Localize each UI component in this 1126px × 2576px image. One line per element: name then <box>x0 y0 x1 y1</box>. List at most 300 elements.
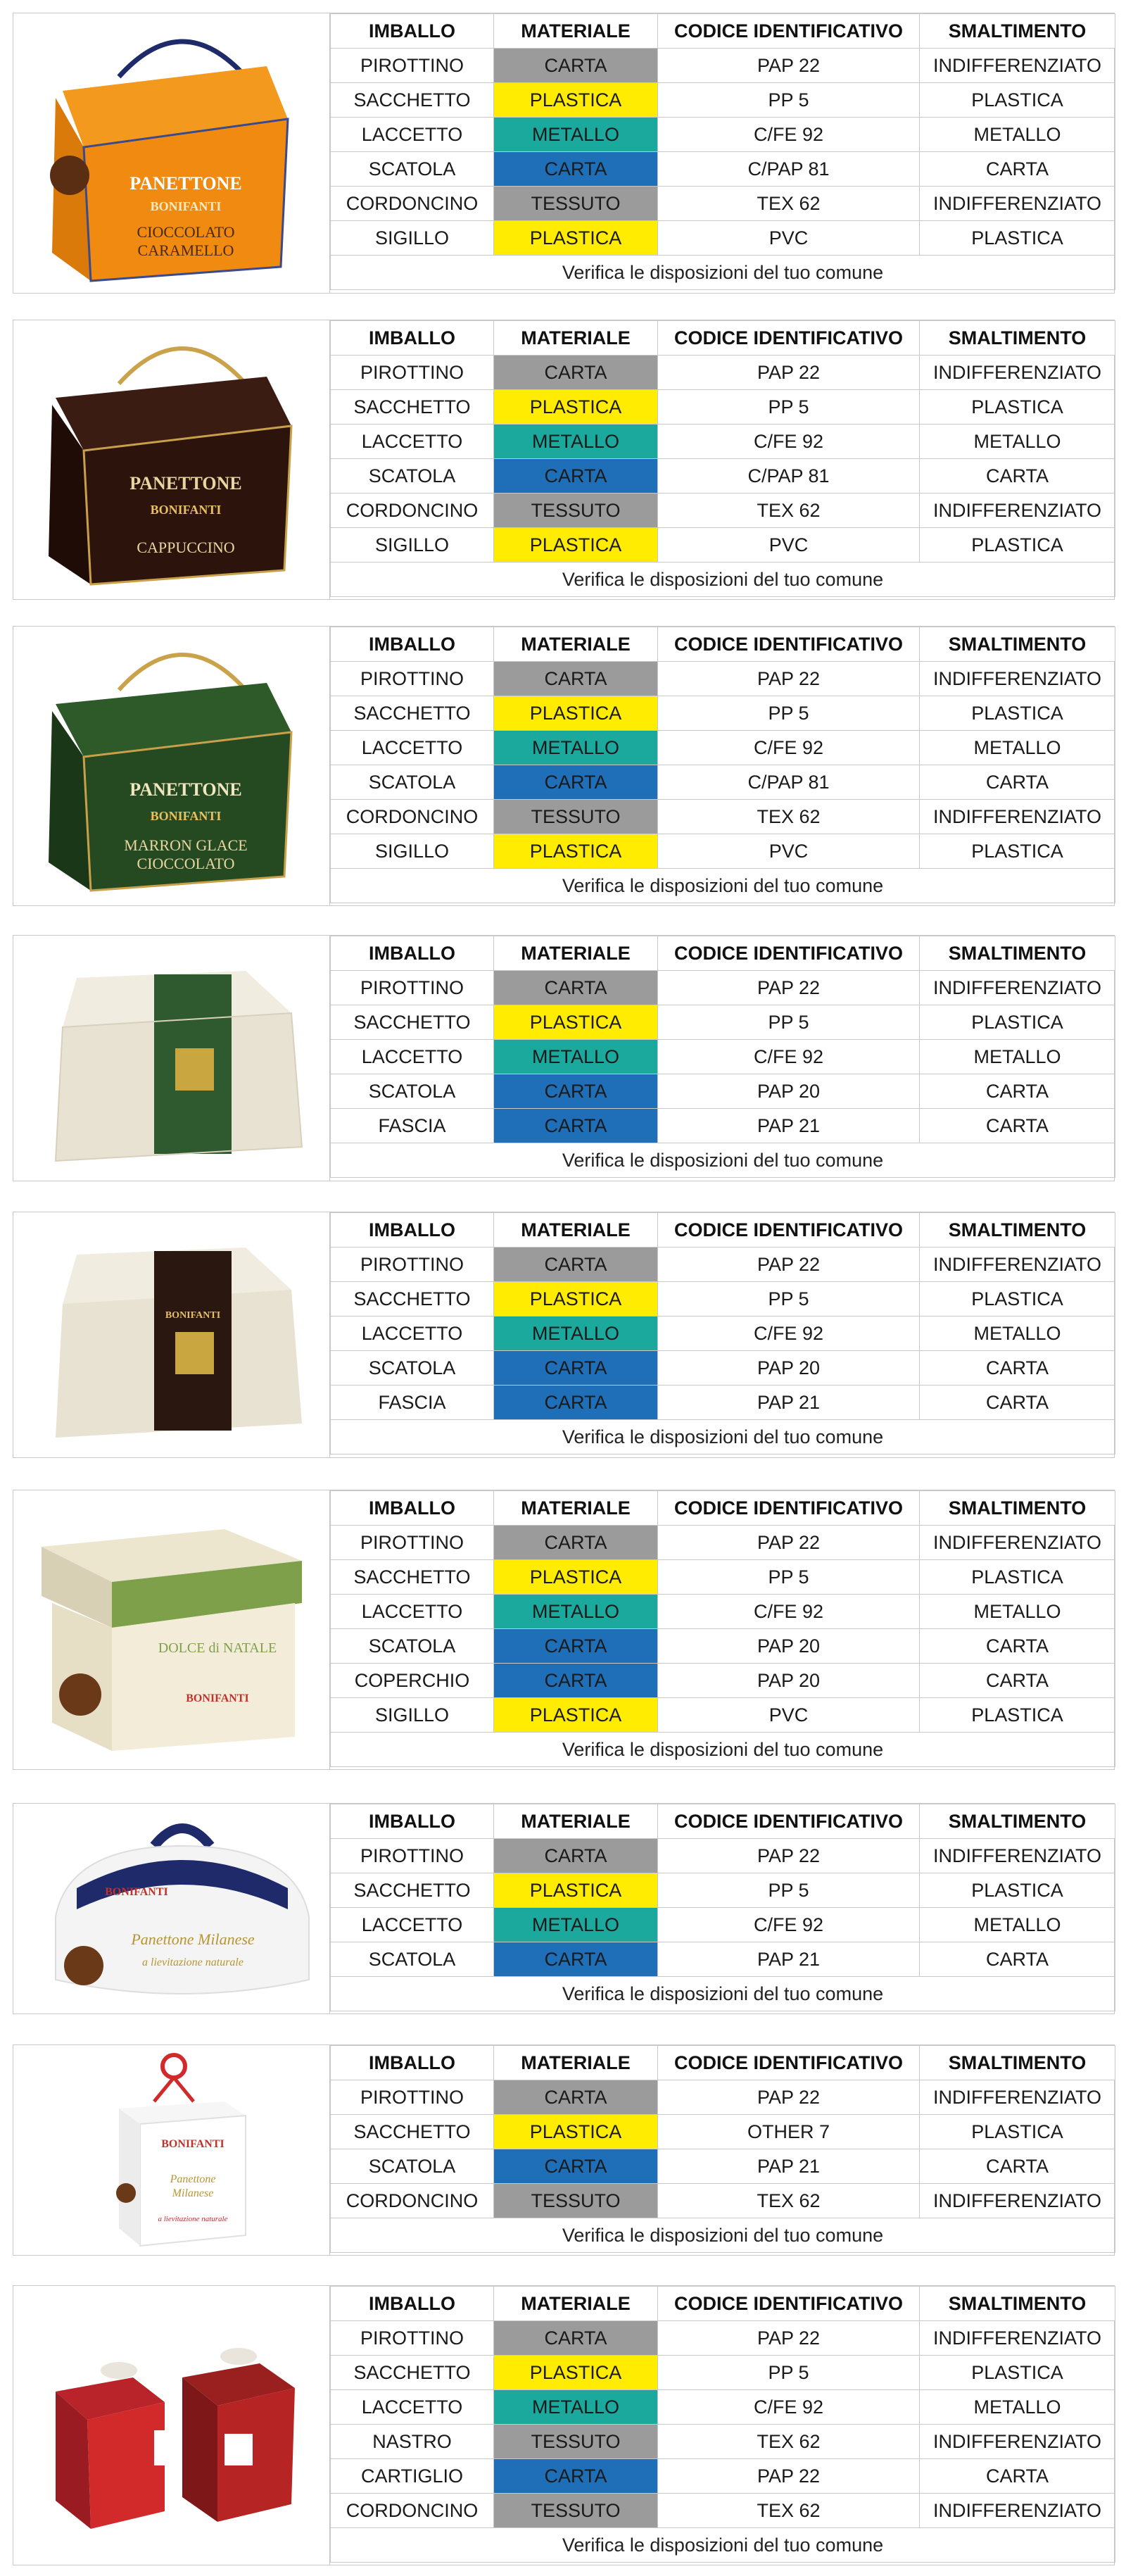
cell-imballo: FASCIA <box>331 1109 494 1143</box>
header-materiale: MATERIALE <box>494 2046 658 2080</box>
cell-materiale: METALLO <box>494 1595 658 1629</box>
cell-smaltimento: CARTA <box>920 2149 1115 2184</box>
product-image-cell <box>13 1212 330 1457</box>
cell-imballo: LACCETTO <box>331 425 494 459</box>
product-box-text: DOLCE di NATALE <box>158 1640 277 1656</box>
cell-imballo: CARTIGLIO <box>331 2459 494 2494</box>
cell-smaltimento: INDIFFERENZIATO <box>920 2425 1115 2459</box>
table-row <box>331 2356 1115 2390</box>
table-row <box>331 2184 1115 2218</box>
cell-materiale: METALLO <box>494 2390 658 2425</box>
cell-smaltimento: INDIFFERENZIATO <box>920 662 1115 696</box>
table-row <box>331 2149 1115 2184</box>
table-row <box>331 1074 1115 1109</box>
cell-materiale: CARTA <box>494 1351 658 1386</box>
cell-materiale: CARTA <box>494 971 658 1005</box>
product-box-image <box>13 1490 330 1769</box>
header-codice: CODICE IDENTIFICATIVO <box>658 1491 920 1526</box>
cell-smaltimento: METALLO <box>920 2390 1115 2425</box>
cell-smaltimento: CARTA <box>920 1386 1115 1420</box>
table-row <box>331 1282 1115 1317</box>
cell-codice: PVC <box>658 1698 920 1733</box>
cell-materiale: CARTA <box>494 1664 658 1698</box>
cell-codice: C/FE 92 <box>658 118 920 152</box>
cell-imballo: SIGILLO <box>331 1698 494 1733</box>
cell-codice: PAP 22 <box>658 2321 920 2356</box>
cell-smaltimento: INDIFFERENZIATO <box>920 2494 1115 2528</box>
table-row <box>331 1317 1115 1351</box>
table-row <box>331 1698 1115 1733</box>
cell-codice: PAP 22 <box>658 1248 920 1282</box>
cell-imballo: SCATOLA <box>331 1074 494 1109</box>
header-materiale: MATERIALE <box>494 627 658 662</box>
cell-codice: TEX 62 <box>658 187 920 221</box>
cell-smaltimento: METALLO <box>920 1908 1115 1942</box>
cell-smaltimento: INDIFFERENZIATO <box>920 187 1115 221</box>
cell-materiale: CARTA <box>494 1839 658 1873</box>
cell-codice: TEX 62 <box>658 800 920 834</box>
cell-imballo: SCATOLA <box>331 1942 494 1977</box>
product-box-image <box>13 627 330 905</box>
cell-smaltimento: CARTA <box>920 2459 1115 2494</box>
cell-smaltimento: METALLO <box>920 1317 1115 1351</box>
cell-imballo: SCATOLA <box>331 1351 494 1386</box>
header-smaltimento: SMALTIMENTO <box>920 14 1115 49</box>
cell-smaltimento: INDIFFERENZIATO <box>920 800 1115 834</box>
packaging-table <box>330 2045 1115 2253</box>
cell-smaltimento: METALLO <box>920 1040 1115 1074</box>
cell-smaltimento: PLASTICA <box>920 1005 1115 1040</box>
table-row <box>331 1664 1115 1698</box>
cell-materiale: METALLO <box>494 731 658 765</box>
product-box-text: PANETTONE <box>129 779 242 800</box>
product-box-text: BONIFANTI <box>150 199 222 213</box>
cell-codice: PAP 22 <box>658 49 920 83</box>
product-box-text: Panettone Milanese <box>131 1930 255 1948</box>
cell-smaltimento: PLASTICA <box>920 2115 1115 2149</box>
table-row <box>331 971 1115 1005</box>
product-box-text: CIOCCOLATO <box>137 223 235 241</box>
cell-codice: PAP 20 <box>658 1351 920 1386</box>
cell-imballo: SCATOLA <box>331 459 494 494</box>
cell-imballo: SACCHETTO <box>331 1005 494 1040</box>
cell-imballo: SACCHETTO <box>331 390 494 425</box>
cell-materiale: CARTA <box>494 2459 658 2494</box>
footer-row <box>331 1733 1115 1767</box>
cell-smaltimento: PLASTICA <box>920 2356 1115 2390</box>
product-box-image <box>13 13 330 293</box>
cell-smaltimento: PLASTICA <box>920 1282 1115 1317</box>
cell-materiale: PLASTICA <box>494 1560 658 1595</box>
cell-materiale: TESSUTO <box>494 2494 658 2528</box>
cell-smaltimento: PLASTICA <box>920 221 1115 256</box>
header-codice: CODICE IDENTIFICATIVO <box>658 627 920 662</box>
cell-imballo: PIROTTINO <box>331 356 494 390</box>
cell-codice: PP 5 <box>658 83 920 118</box>
cell-codice: TEX 62 <box>658 2184 920 2218</box>
cell-materiale: CARTA <box>494 1942 658 1977</box>
product-section <box>13 2285 1115 2565</box>
product-section <box>13 626 1115 906</box>
cell-smaltimento: PLASTICA <box>920 1698 1115 1733</box>
footer-row <box>331 1977 1115 2011</box>
cell-smaltimento: CARTA <box>920 1629 1115 1664</box>
footer-row <box>331 563 1115 597</box>
table-row <box>331 2390 1115 2425</box>
table-row <box>331 1351 1115 1386</box>
header-codice: CODICE IDENTIFICATIVO <box>658 2046 920 2080</box>
cell-smaltimento: CARTA <box>920 1074 1115 1109</box>
header-materiale: MATERIALE <box>494 14 658 49</box>
cell-codice: C/PAP 81 <box>658 152 920 187</box>
cell-smaltimento: CARTA <box>920 459 1115 494</box>
product-box-image <box>13 1212 330 1457</box>
cell-codice: PAP 20 <box>658 1629 920 1664</box>
packaging-table <box>330 13 1115 290</box>
cell-imballo: PIROTTINO <box>331 49 494 83</box>
table-row <box>331 390 1115 425</box>
cell-codice: C/FE 92 <box>658 1595 920 1629</box>
product-box-text: BONIFANTI <box>165 1310 221 1321</box>
table-row <box>331 1386 1115 1420</box>
cell-imballo: SCATOLA <box>331 1629 494 1664</box>
header-imballo: IMBALLO <box>331 936 494 971</box>
header-imballo: IMBALLO <box>331 627 494 662</box>
cell-codice: PAP 21 <box>658 1386 920 1420</box>
cell-smaltimento: INDIFFERENZIATO <box>920 1526 1115 1560</box>
product-section <box>13 320 1115 600</box>
footer-row <box>331 1420 1115 1455</box>
packaging-table <box>330 1490 1115 1767</box>
cell-materiale: METALLO <box>494 425 658 459</box>
cell-imballo: PIROTTINO <box>331 2080 494 2115</box>
cell-smaltimento: CARTA <box>920 1942 1115 1977</box>
cell-smaltimento: PLASTICA <box>920 1873 1115 1908</box>
header-imballo: IMBALLO <box>331 1213 494 1248</box>
table-header-row <box>331 2287 1115 2321</box>
product-box-image <box>13 936 330 1181</box>
table-row <box>331 49 1115 83</box>
footer-note: Verifica le disposizioni del tuo comune <box>331 1733 1115 1767</box>
cell-imballo: PIROTTINO <box>331 1526 494 1560</box>
table-row <box>331 2425 1115 2459</box>
cell-imballo: LACCETTO <box>331 1317 494 1351</box>
product-box-text: MARRON GLACE <box>124 836 248 854</box>
header-codice: CODICE IDENTIFICATIVO <box>658 2287 920 2321</box>
cell-imballo: LACCETTO <box>331 2390 494 2425</box>
product-section <box>13 1490 1115 1770</box>
cell-materiale: CARTA <box>494 1629 658 1664</box>
header-materiale: MATERIALE <box>494 1804 658 1839</box>
cell-codice: PP 5 <box>658 1282 920 1317</box>
packaging-table <box>330 2286 1115 2563</box>
cell-codice: C/PAP 81 <box>658 765 920 800</box>
cell-imballo: CORDONCINO <box>331 800 494 834</box>
footer-row <box>331 1143 1115 1178</box>
table-header-row <box>331 321 1115 356</box>
product-box-text: CARAMELLO <box>137 241 234 259</box>
cell-codice: PVC <box>658 834 920 869</box>
cell-imballo: SCATOLA <box>331 2149 494 2184</box>
cell-materiale: PLASTICA <box>494 390 658 425</box>
cell-imballo: NASTRO <box>331 2425 494 2459</box>
cell-imballo: PIROTTINO <box>331 1248 494 1282</box>
cell-codice: PAP 20 <box>658 1074 920 1109</box>
cell-materiale: METALLO <box>494 1908 658 1942</box>
table-row <box>331 731 1115 765</box>
cell-codice: PP 5 <box>658 1005 920 1040</box>
table-row <box>331 1248 1115 1282</box>
table-row <box>331 494 1115 528</box>
header-smaltimento: SMALTIMENTO <box>920 1213 1115 1248</box>
table-row <box>331 2115 1115 2149</box>
cell-codice: PAP 22 <box>658 2080 920 2115</box>
cell-materiale: PLASTICA <box>494 221 658 256</box>
cell-codice: C/PAP 81 <box>658 459 920 494</box>
table-row <box>331 800 1115 834</box>
product-box-text: BONIFANTI <box>150 809 222 823</box>
cell-smaltimento: METALLO <box>920 1595 1115 1629</box>
cell-codice: PAP 22 <box>658 2459 920 2494</box>
table-row <box>331 2459 1115 2494</box>
cell-smaltimento: PLASTICA <box>920 696 1115 731</box>
cell-materiale: PLASTICA <box>494 696 658 731</box>
packaging-table <box>330 627 1115 903</box>
table-row <box>331 1109 1115 1143</box>
header-codice: CODICE IDENTIFICATIVO <box>658 321 920 356</box>
cell-smaltimento: METALLO <box>920 425 1115 459</box>
cell-imballo: PIROTTINO <box>331 1839 494 1873</box>
cell-imballo: CORDONCINO <box>331 187 494 221</box>
product-image-cell <box>13 1490 330 1769</box>
table-row <box>331 118 1115 152</box>
cell-materiale: PLASTICA <box>494 2115 658 2149</box>
table-row <box>331 1005 1115 1040</box>
cell-materiale: PLASTICA <box>494 1698 658 1733</box>
header-materiale: MATERIALE <box>494 2287 658 2321</box>
product-image-cell <box>13 627 330 905</box>
cell-imballo: SACCHETTO <box>331 1560 494 1595</box>
cell-codice: PP 5 <box>658 1560 920 1595</box>
cell-imballo: SACCHETTO <box>331 2356 494 2390</box>
cell-materiale: TESSUTO <box>494 2425 658 2459</box>
header-imballo: IMBALLO <box>331 2046 494 2080</box>
table-header-row <box>331 936 1115 971</box>
cell-smaltimento: CARTA <box>920 152 1115 187</box>
product-image-cell <box>13 13 330 293</box>
cell-materiale: TESSUTO <box>494 2184 658 2218</box>
cell-materiale: METALLO <box>494 1040 658 1074</box>
cell-imballo: SCATOLA <box>331 152 494 187</box>
cell-smaltimento: INDIFFERENZIATO <box>920 971 1115 1005</box>
cell-imballo: LACCETTO <box>331 731 494 765</box>
cell-smaltimento: INDIFFERENZIATO <box>920 1248 1115 1282</box>
header-codice: CODICE IDENTIFICATIVO <box>658 1804 920 1839</box>
product-box-text: CIOCCOLATO <box>137 855 235 872</box>
table-row <box>331 1560 1115 1595</box>
cell-codice: TEX 62 <box>658 2494 920 2528</box>
table-row <box>331 2494 1115 2528</box>
cell-codice: OTHER 7 <box>658 2115 920 2149</box>
cell-materiale: TESSUTO <box>494 494 658 528</box>
cell-materiale: CARTA <box>494 1109 658 1143</box>
table-row <box>331 1040 1115 1074</box>
cell-imballo: SACCHETTO <box>331 696 494 731</box>
product-section <box>13 13 1115 294</box>
footer-note: Verifica le disposizioni del tuo comune <box>331 1420 1115 1455</box>
cell-codice: C/FE 92 <box>658 2390 920 2425</box>
product-box-image <box>13 320 330 599</box>
cell-materiale: TESSUTO <box>494 187 658 221</box>
packaging-table <box>330 320 1115 597</box>
cell-codice: PAP 22 <box>658 662 920 696</box>
cell-codice: PAP 22 <box>658 356 920 390</box>
cell-smaltimento: PLASTICA <box>920 83 1115 118</box>
cell-smaltimento: INDIFFERENZIATO <box>920 2321 1115 2356</box>
cell-codice: PVC <box>658 221 920 256</box>
cell-materiale: CARTA <box>494 2321 658 2356</box>
cell-materiale: CARTA <box>494 1248 658 1282</box>
header-codice: CODICE IDENTIFICATIVO <box>658 1213 920 1248</box>
cell-codice: PAP 22 <box>658 971 920 1005</box>
cell-materiale: CARTA <box>494 356 658 390</box>
header-imballo: IMBALLO <box>331 14 494 49</box>
table-row <box>331 2080 1115 2115</box>
cell-smaltimento: PLASTICA <box>920 528 1115 563</box>
cell-imballo: PIROTTINO <box>331 2321 494 2356</box>
cell-materiale: CARTA <box>494 2080 658 2115</box>
table-row <box>331 425 1115 459</box>
cell-materiale: METALLO <box>494 118 658 152</box>
table-row <box>331 459 1115 494</box>
header-smaltimento: SMALTIMENTO <box>920 627 1115 662</box>
cell-imballo: LACCETTO <box>331 1040 494 1074</box>
product-section <box>13 1803 1115 2014</box>
product-image-cell <box>13 1804 330 2013</box>
cell-codice: PAP 22 <box>658 1839 920 1873</box>
cell-materiale: CARTA <box>494 49 658 83</box>
table-header-row <box>331 1213 1115 1248</box>
table-row <box>331 1629 1115 1664</box>
footer-row <box>331 2528 1115 2563</box>
table-row <box>331 83 1115 118</box>
cell-codice: PAP 20 <box>658 1664 920 1698</box>
table-row <box>331 834 1115 869</box>
cell-materiale: PLASTICA <box>494 1005 658 1040</box>
header-materiale: MATERIALE <box>494 1213 658 1248</box>
cell-materiale: PLASTICA <box>494 1873 658 1908</box>
product-box-text: BONIFANTI <box>150 503 222 517</box>
cell-smaltimento: CARTA <box>920 1664 1115 1698</box>
product-box-text: BONIFANTI <box>161 2138 224 2150</box>
table-row <box>331 765 1115 800</box>
cell-codice: PAP 21 <box>658 1109 920 1143</box>
header-smaltimento: SMALTIMENTO <box>920 936 1115 971</box>
cell-smaltimento: METALLO <box>920 731 1115 765</box>
cell-smaltimento: CARTA <box>920 1109 1115 1143</box>
cell-materiale: TESSUTO <box>494 800 658 834</box>
header-imballo: IMBALLO <box>331 2287 494 2321</box>
cell-materiale: CARTA <box>494 2149 658 2184</box>
cell-imballo: SIGILLO <box>331 221 494 256</box>
cell-materiale: CARTA <box>494 459 658 494</box>
cell-imballo: CORDONCINO <box>331 494 494 528</box>
cell-codice: PP 5 <box>658 390 920 425</box>
cell-materiale: PLASTICA <box>494 83 658 118</box>
footer-note: Verifica le disposizioni del tuo comune <box>331 1977 1115 2011</box>
cell-imballo: SIGILLO <box>331 834 494 869</box>
header-smaltimento: SMALTIMENTO <box>920 321 1115 356</box>
packaging-table <box>330 1212 1115 1455</box>
cell-codice: PAP 21 <box>658 2149 920 2184</box>
footer-row <box>331 869 1115 903</box>
cell-imballo: SACCHETTO <box>331 1282 494 1317</box>
table-row <box>331 1942 1115 1977</box>
product-image-cell <box>13 320 330 599</box>
cell-imballo: CORDONCINO <box>331 2184 494 2218</box>
table-row <box>331 1908 1115 1942</box>
table-row <box>331 1595 1115 1629</box>
header-materiale: MATERIALE <box>494 936 658 971</box>
table-row <box>331 1526 1115 1560</box>
cell-codice: TEX 62 <box>658 494 920 528</box>
cell-imballo: PIROTTINO <box>331 971 494 1005</box>
cell-materiale: CARTA <box>494 1074 658 1109</box>
cell-smaltimento: PLASTICA <box>920 390 1115 425</box>
cell-imballo: SCATOLA <box>331 765 494 800</box>
table-row <box>331 2321 1115 2356</box>
header-materiale: MATERIALE <box>494 1491 658 1526</box>
cell-codice: PP 5 <box>658 1873 920 1908</box>
cell-smaltimento: INDIFFERENZIATO <box>920 356 1115 390</box>
header-smaltimento: SMALTIMENTO <box>920 2287 1115 2321</box>
cell-materiale: CARTA <box>494 765 658 800</box>
cell-imballo: SACCHETTO <box>331 1873 494 1908</box>
table-header-row <box>331 14 1115 49</box>
cell-smaltimento: INDIFFERENZIATO <box>920 2184 1115 2218</box>
cell-imballo: CORDONCINO <box>331 2494 494 2528</box>
cell-codice: PAP 22 <box>658 1526 920 1560</box>
product-box-image <box>13 2045 330 2255</box>
cell-materiale: CARTA <box>494 1386 658 1420</box>
product-section <box>13 2044 1115 2256</box>
cell-codice: C/FE 92 <box>658 425 920 459</box>
cell-imballo: SACCHETTO <box>331 2115 494 2149</box>
table-header-row <box>331 1491 1115 1526</box>
table-row <box>331 1873 1115 1908</box>
cell-imballo: SACCHETTO <box>331 83 494 118</box>
header-smaltimento: SMALTIMENTO <box>920 2046 1115 2080</box>
footer-note: Verifica le disposizioni del tuo comune <box>331 563 1115 597</box>
cell-smaltimento: METALLO <box>920 118 1115 152</box>
product-box-text: BONIFANTI <box>105 1886 168 1898</box>
cell-materiale: CARTA <box>494 662 658 696</box>
table-row <box>331 152 1115 187</box>
table-row <box>331 221 1115 256</box>
product-image-cell <box>13 2045 330 2255</box>
footer-note: Verifica le disposizioni del tuo comune <box>331 1143 1115 1178</box>
product-box-text: PANETTONE <box>129 173 242 194</box>
product-box-text: Panettone <box>170 2173 216 2185</box>
table-row <box>331 696 1115 731</box>
header-smaltimento: SMALTIMENTO <box>920 1491 1115 1526</box>
product-box-text: Milanese <box>172 2187 214 2199</box>
cell-smaltimento: INDIFFERENZIATO <box>920 1839 1115 1873</box>
footer-note: Verifica le disposizioni del tuo comune <box>331 256 1115 290</box>
header-codice: CODICE IDENTIFICATIVO <box>658 14 920 49</box>
cell-codice: C/FE 92 <box>658 731 920 765</box>
header-smaltimento: SMALTIMENTO <box>920 1804 1115 1839</box>
